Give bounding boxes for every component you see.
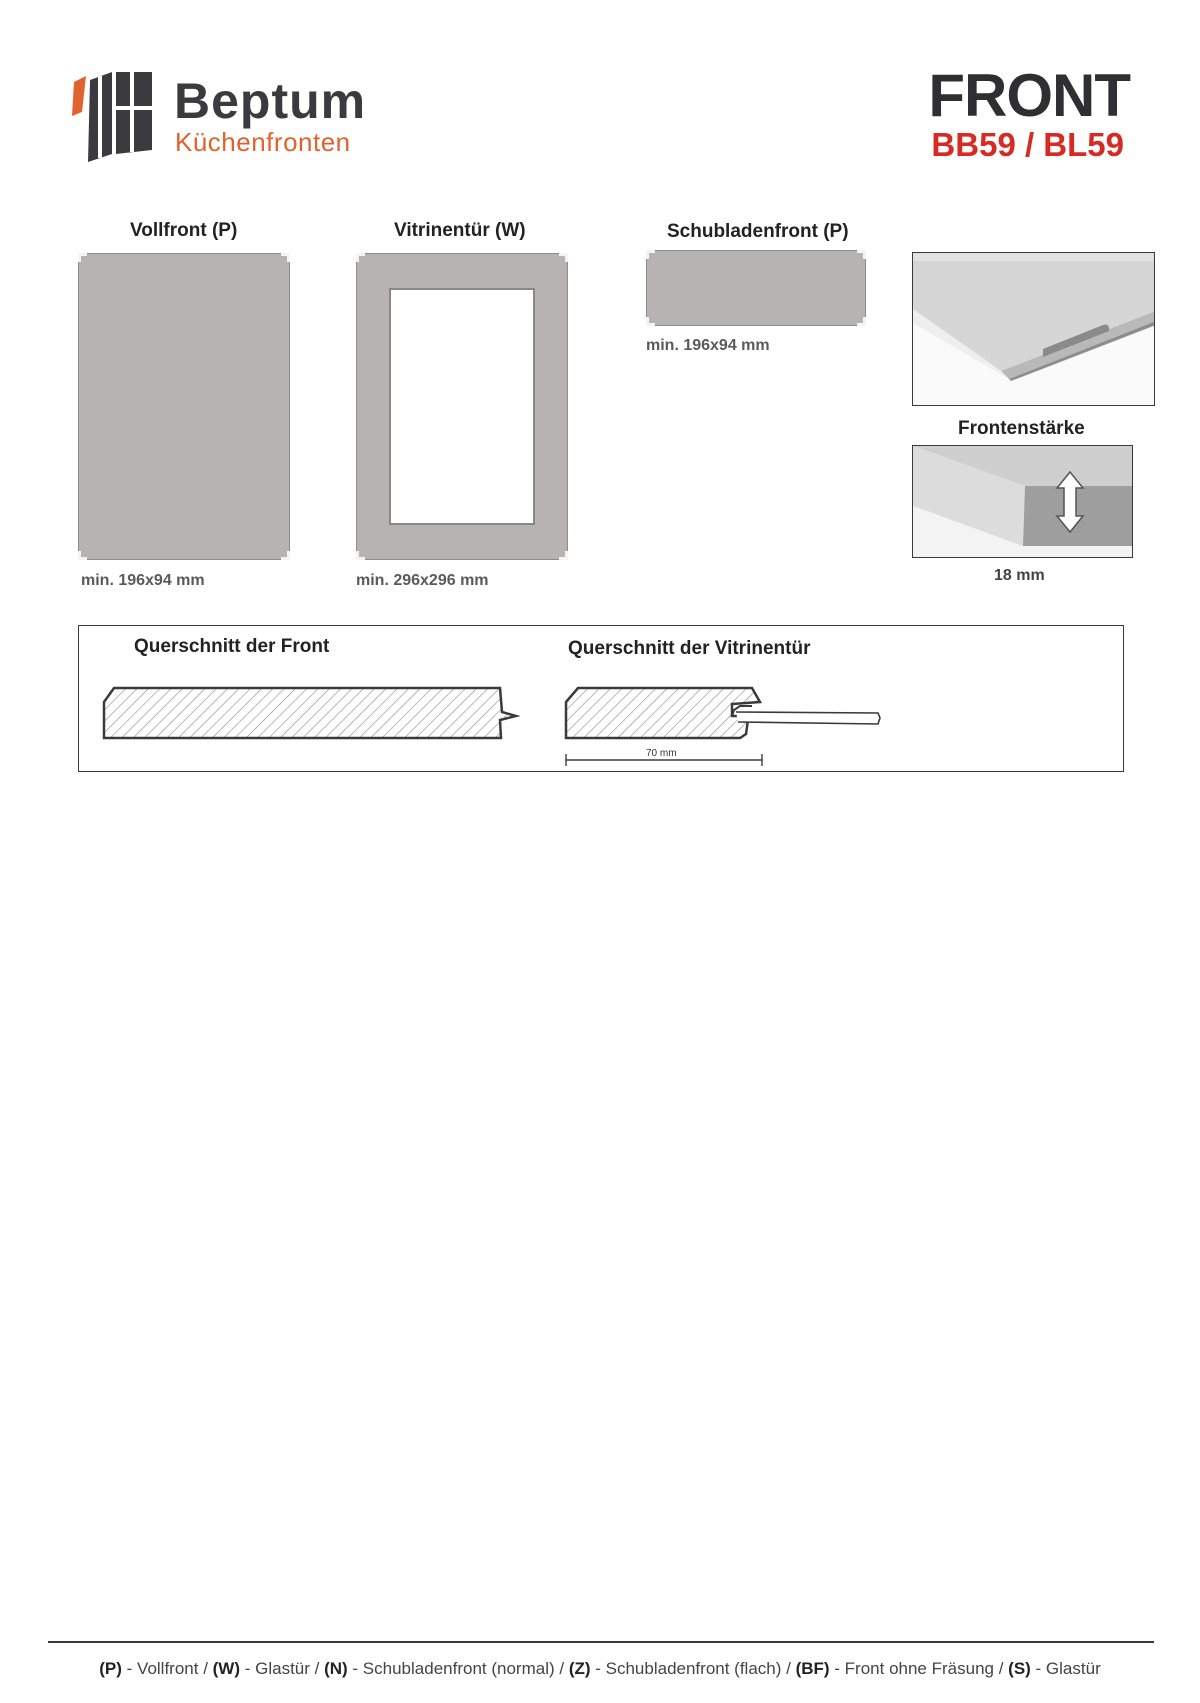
edge-detail-image	[912, 252, 1155, 406]
page-title: FRONT	[928, 62, 1130, 129]
legend-text: - Schubladenfront (flach) /	[590, 1659, 796, 1678]
vitrinentuer-dimension: min. 296x296 mm	[356, 572, 489, 589]
vitrinentuer-panel-image	[356, 253, 568, 560]
vitrine-cross-section-heading: Querschnitt der Vitrinentür	[568, 638, 811, 659]
schubladenfront-heading: Schubladenfront (P)	[667, 221, 849, 242]
measure-label: 70 mm	[646, 748, 677, 759]
legend-text: - Glastür	[1030, 1659, 1101, 1678]
legend-footer	[0, 1660, 1200, 1677]
legend-code: (P)	[99, 1659, 122, 1678]
front-cross-section-drawing	[100, 680, 520, 740]
vollfront-panel-image	[78, 253, 290, 560]
schubladenfront-panel-image	[646, 250, 866, 326]
brand-subtitle: Küchenfronten	[175, 127, 351, 157]
thickness-value: 18 mm	[994, 567, 1045, 584]
brand-name: Beptum	[174, 73, 367, 129]
thickness-image	[912, 445, 1133, 558]
vollfront-heading: Vollfront (P)	[130, 220, 238, 241]
vitrine-cross-section-drawing	[562, 680, 892, 770]
legend-code: (N)	[324, 1659, 348, 1678]
legend-text: - Front ohne Fräsung /	[829, 1659, 1009, 1678]
legend-code: (W)	[212, 1659, 241, 1678]
legend-text: - Vollfront /	[121, 1659, 213, 1678]
legend-code: (BF)	[795, 1659, 830, 1678]
vitrinentuer-heading: Vitrinentür (W)	[394, 220, 526, 241]
model-code: BB59 / BL59	[931, 126, 1124, 163]
front-cross-section-heading: Querschnitt der Front	[134, 636, 330, 657]
legend-code: (S)	[1008, 1659, 1031, 1678]
footer-divider	[48, 1641, 1154, 1643]
schubladenfront-dimension: min. 196x94 mm	[646, 337, 770, 354]
glass-pane	[389, 288, 535, 525]
legend-code: (Z)	[568, 1659, 591, 1678]
legend-text: - Schubladenfront (normal) /	[347, 1659, 569, 1678]
frontenstaerke-heading: Frontenstärke	[958, 418, 1085, 439]
legend-text: - Glastür /	[240, 1659, 325, 1678]
vollfront-dimension: min. 196x94 mm	[81, 572, 205, 589]
